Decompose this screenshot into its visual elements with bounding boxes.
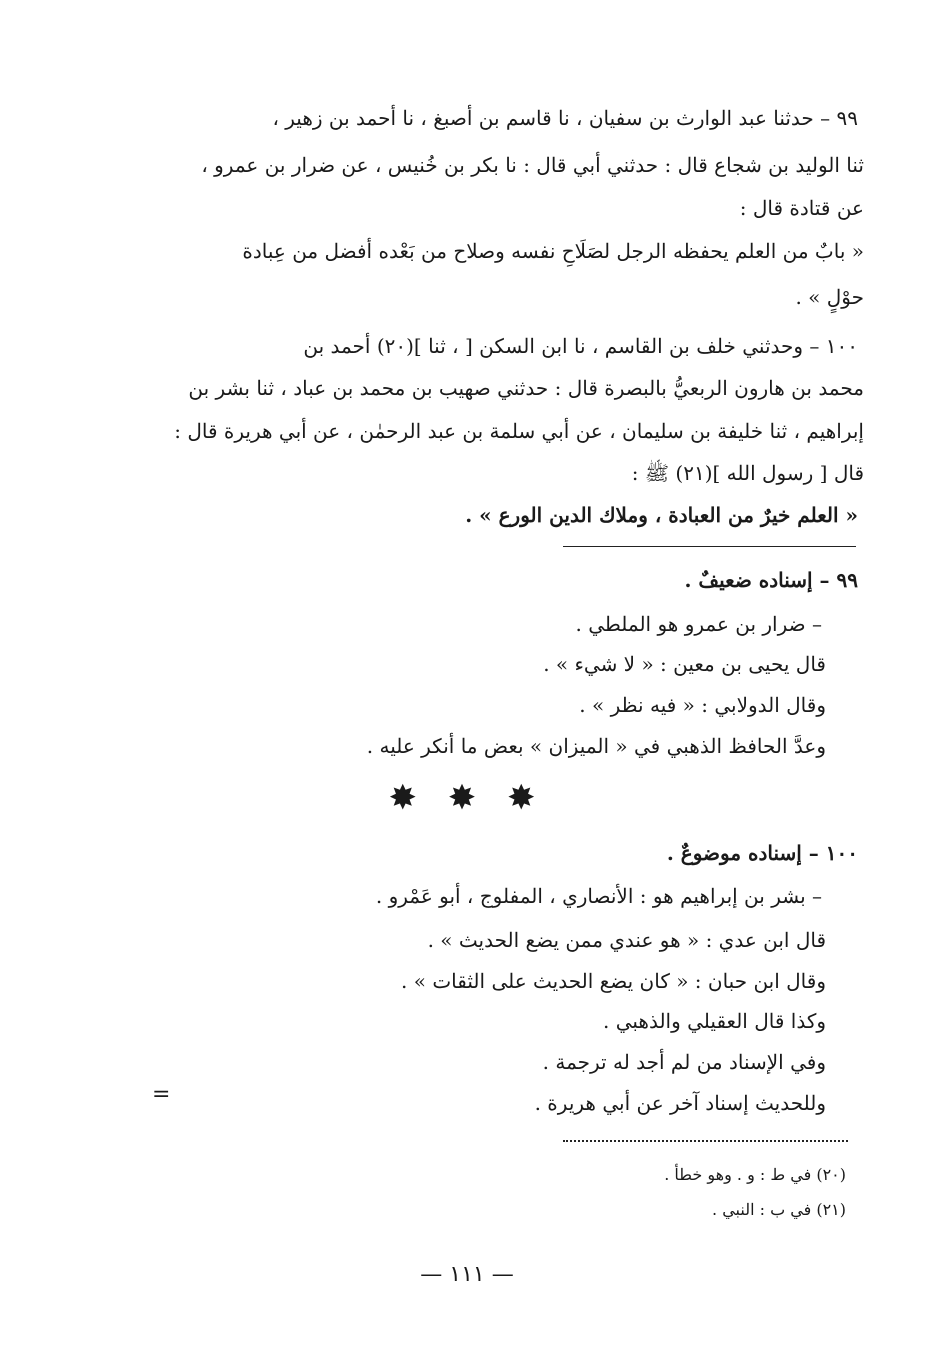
footnote-20: (٢٠) في ط : و . وهو خطأ . bbox=[664, 1165, 846, 1184]
hadith-99-line-1: ٩٩ – حدثنا عبد الوارث بن سفيان ، نا قاسم بن أصبغ ، نا أحمد بن زهير ، bbox=[272, 106, 858, 130]
hadith-99-line-5: حوْلٍ » . bbox=[795, 285, 864, 309]
note-100-title: ١٠٠ – إسناده موضوعٌ . bbox=[666, 841, 858, 865]
separator-line bbox=[563, 546, 856, 547]
note-99-line-2: قال يحيى بن معين : « لا شيء » . bbox=[543, 652, 826, 676]
note-100-line-6: وللحديث إسناد آخر عن أبي هريرة . bbox=[534, 1091, 826, 1115]
page-number: — ١١١ — bbox=[420, 1262, 514, 1287]
note-100-line-1: – بشر بن إبراهيم هو : الأنصاري ، المفلوج ، أبو عَمْرو . bbox=[375, 884, 822, 908]
note-100-line-3: وقال ابن حبان : « كان يضع الحديث على الثقات » . bbox=[401, 969, 826, 993]
hadith-99-line-4: « بابٌ من العلم يحفظه الرجل لصَلَاحِ نفسه وصلاح من بَعْده أفضل من عِبادة bbox=[242, 239, 864, 263]
note-100-line-2: قال ابن عدي : « هو عندي ممن يضع الحديث » . bbox=[427, 928, 826, 952]
margin-mark: = bbox=[152, 1082, 171, 1107]
note-100-line-4: وكذا قال العقيلي والذهبي . bbox=[602, 1009, 826, 1033]
note-100-line-5: وفي الإسناد من لم أجد له ترجمة . bbox=[542, 1050, 826, 1074]
hadith-99-line-3: عن قتادة قال : bbox=[739, 196, 864, 220]
note-99-line-1: – ضرار بن عمرو هو الملطي . bbox=[575, 612, 822, 636]
hadith-100-line-1: ١٠٠ – وحدثني خلف بن القاسم ، نا ابن السكن [ ، ثنا ](٢٠) أحمد بن bbox=[303, 334, 858, 358]
note-99-title: ٩٩ – إسناده ضعيفٌ . bbox=[684, 568, 858, 592]
hadith-99-line-2: ثنا الوليد بن شجاع قال : حدثني أبي قال : نا بكر بن خُنيس ، عن ضرار بن عمرو ، bbox=[201, 153, 864, 177]
footnote-separator bbox=[563, 1140, 848, 1142]
note-99-line-4: وعدَّ الحافظ الذهبي في « الميزان » بعض ما أنكر عليه . bbox=[366, 734, 826, 758]
hadith-100-line-2: محمد بن هارون الربعيُّ بالبصرة قال : حدثني صهيب بن محمد بن عباد ، ثنا بشر بن bbox=[188, 376, 864, 400]
hadith-100-line-4: قال [ رسول الله ](٢١) ﷺ : bbox=[631, 461, 864, 485]
section-divider-stars: ✸ ✸ ✸ bbox=[388, 778, 546, 818]
hadith-100-line-5: « العلم خيرٌ من العبادة ، وملاك الدين الورع » . bbox=[465, 503, 858, 527]
hadith-100-line-3: إبراهيم ، ثنا خليفة بن سليمان ، عن أبي سلمة بن عبد الرحمٰن ، عن أبي هريرة قال : bbox=[174, 419, 864, 443]
note-99-line-3: وقال الدولابي : « فيه نظر » . bbox=[579, 693, 826, 717]
footnote-21: (٢١) في ب : النبي . bbox=[712, 1200, 846, 1219]
